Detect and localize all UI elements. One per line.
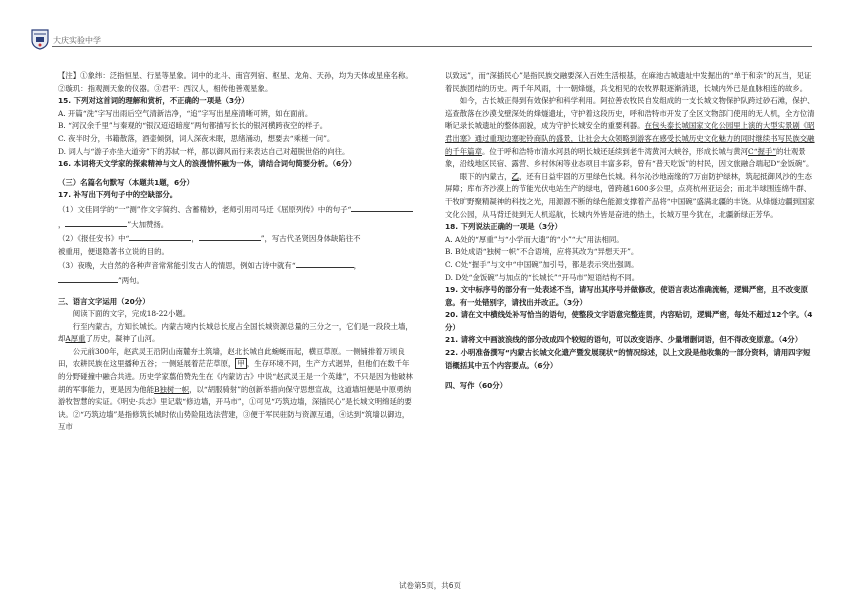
section-3-title: （三）名篇名句默写（本题共1题，6分） [58,177,194,187]
wavy-underlined-sentence: 在包头泰长城国家文化公园里上演的大型实景剧《昭君出塞》通过重现边塞驼铃商队的盛景，让社会大众领略到游客在感受长城历史文化魅力的同时继续书写民族交融的千年篇章 [445,121,815,156]
blank-jia: 甲 [237,359,245,369]
school-crest-icon [30,28,50,50]
passage-text: ，还有日益牢固的万里绿色长城。科尔沁沙地南缘的7万亩防护绿林，筑起抵御风沙的生态屏障；库布齐沙漠上的节能光伏电站生产的绿电，曾跨越1600多公里，点亮杭州亚运会；而北半球围连绵牛群、干牧旷野聚精凝神的科技之光，用源源不断的绿色能源支撑着产品将“中国碗”盛满北疆的丰饶。从烽燧边疆到国家文化公园，从马背迁徙到无人机巡航，长城内外皆是奋进的热土，长城万里今犹在，北疆新绿正芳华。 [445,171,815,219]
q17-part-1 [58,202,416,231]
marked-word-c: C“握手” [748,146,777,156]
q17-1-comma: ， [58,219,66,229]
passage-text: 行至内蒙古，方知长城长。内蒙古境内长城总长度占全国长城资源总量的三分之一，它们是一段段土墙，却 [58,321,413,344]
q17-2-comma: ， [191,234,199,244]
passage-text: 。位于呼和浩特市清水河县的明长城还延续到老牛湾黄河大峡谷，形成长城与黄河 [481,146,749,156]
question-15: 15. 下列对这首词的理解和赏析，不正确的一项是（3分） [58,96,249,106]
passage-text: 了历史，凝神了山河。 [85,334,160,344]
answer-blank[interactable] [351,202,413,212]
answer-blank[interactable] [199,231,261,241]
q18-option-d: D. D处“金饭碗”与加点的“长城长”“开马市”短语结构不同。 [445,272,640,282]
question-22: 22. 小明准备撰写“内蒙古长城文化遗产暨发展现状”的情况综述，以上文段是他收集的一部分资料，请用四字短语概括其中五个内容要点。（6分） [445,348,811,370]
poem-note: 【注】①象纬：泛指恒星、行星等星象。词中的北斗、南宫列宿、枢星、龙角、天孙，均为天体或星座名称。②璇玑：指观测天象的仪器。③君平：西汉人，相传他善观星象。 [58,71,413,93]
passage-text: 的壮观景象，沿线地区民宿、露营、乡村休闲等业态项目丰富多彩，曾有“普天吃饭”的村民，因文旅融合端起D“金饭碗”。 [445,146,814,169]
q17-part-2 [58,231,416,246]
page-header [0,0,860,62]
q15-option-c: C. 夜半时分，书籍散落，酒壶倾倒，词人深夜未眠，思绪涌动，想要去“乘槎一问”。 [58,133,335,143]
q17-3-text: （3）夜晚，大自然的各种声音常常能引发古人的情思，例如古诗中就有“ [58,261,296,271]
q17-3-tail: ”两句。 [118,275,144,285]
school-name: 大庆实验中学 [53,36,101,45]
right-column [445,70,815,393]
q17-2-tail: ”，写古代圣贤因身体缺陷往不 [260,234,361,244]
q18-option-b: B. B处成语“独树一帜”不合语境，应将其改为“异想天开”。 [445,247,639,257]
answer-blank[interactable] [58,273,118,283]
passage-text: 公元前300年，赵武灵王沿阴山南麓夯土筑墙，赵北长城自此蜿蜒而起，横亘草原。一侧铺排着万顷良田，农耕民族在这里播种五谷；一侧延展着茫茫草原， [58,346,405,369]
question-19: 19. 文中标序号的部分有一处表述不当，请写出其序号并做修改，使语言表达准确流畅，逻辑严密，且不改变原意。有一处错别字，请找出并改正。（3分） [445,285,809,307]
answer-blank[interactable] [129,231,191,241]
marked-word-a: A厚重 [65,334,86,344]
q18-option-c: C. C处“握手”与文中“中国碗”加引号，都是表示突出强调。 [445,259,639,269]
q17-3-comma: ， [353,261,361,271]
q17-1-tail: ”大加赞扬。 [127,219,169,229]
passage-paragraph-4 [445,95,815,171]
q17-part-3-cont [58,273,416,288]
answer-blank[interactable] [65,217,127,227]
question-20: 20. 请在文中横线处补写恰当的语句，使整段文字语意完整连贯，内容贴切，逻辑严密，每处不超过12个字。（4分） [445,310,813,332]
q18-option-a: A. A处的“厚重”与“小学而大遗”的“小”“大”用法相同。 [445,234,624,244]
q15-option-d: D. 词人与“游子亦坐大道旁”下的苏轼一样，都以御风而行来表达自己对超脱世俗的向往。 [58,146,350,156]
passage-paragraph-3: 以致远”，而“深插民心”是指民族交融要深入百姓生活根基，在麻池古城遗址中发掘出的“单于和亲”的瓦当，见证着民族团结的历史。两千年风雨，十一朝烽燧，兵戈相见的农牧界限逐渐消退，长城内外已是血脉相连的故乡。 [445,71,812,93]
q15-option-b: B. “河汉余千里”与秦观的“银汉迢迢暗度”两句都描写长长的银河横跨夜空的样子。 [58,121,328,131]
passage-text: 如今，古长城正得到有效保护和科学利用。阿拉善农牧民自发组成的一支长城文物保护队跨过砂石滩，保护、巡查散落在沙漠戈壁深处的烽燧遗址，守护着这段历史，呼和浩特市开发了全区文物部门使用的无人机，全方位清晰记录长城遗址的整体面貌，成为守护长城安全的重要利器。 [445,96,815,131]
q17-part-2-cont: 被重用，便退隐著书立说的目的。 [58,246,169,256]
passage-paragraph-2 [58,346,416,434]
question-21: 21. 请将文中画波浪线的部分改成四个较短的语句，可以改变语序、少量增删词语，但不得改变原意。（4分） [445,335,803,345]
q17-1-text: （1）文佳同学的“一”测”作文字简约、含蓄精妙，老师引用司马迁《屈原列传》中的句子“ [58,204,352,214]
question-16: 16. 本词将天文学家的探索精神与文人的浪漫情怀融为一体，请结合词句简要分析。（6分） [58,159,356,169]
passage-text: ，生存环境不同，生产方式迥异，但他们在数千年的分野碰撞中融合共进。历史学家翦伯赞先生在《内蒙访古》中说“赵武灵王是一个英雄”，不只是因为他破林胡的军事能力，更是因为他能 [58,359,413,394]
passage-paragraph-5 [445,171,815,221]
q15-option-a: A. 开篇“洗”字写出雨后空气清新洁净，“追”字写出星座清晰可辨，如在面前。 [58,108,313,118]
q17-part-3 [58,258,416,273]
reading-intro: 阅读下面的文字，完成18-22小题。 [72,309,191,319]
q17-2-text: （2）《报任安书》中“ [58,234,130,244]
passage-paragraph-1 [58,321,416,346]
blank-yi: 乙 [511,171,519,181]
marked-word-b: B独树一帜 [154,384,190,394]
question-18: 18. 下列说法正确的一项是（3分） [445,222,562,232]
left-column [58,70,416,434]
section-4-title: 四、写作（60分） [445,381,508,391]
section-language-title: 三、语言文字运用（20分） [58,296,150,306]
passage-text: ，以“胡服骑射”的创新举措向保守思想宣战，这道墙垣便是中原勇纳游牧智慧的实证。《明史·兵志》里记载“修边墙，开马市”，①可见“巧筑边墙，深插民心”是长城文明绵延的要诀。②“巧筑边墙”是指修筑长城时依山势险阻选法营建，③便于军民驻防与资源互通，④达到“筑墙以御边，互市 [58,384,412,432]
page-footer: 试卷第5页，共6页 [398,581,462,590]
passage-text: 眼下的内蒙古， [459,171,512,181]
answer-blank[interactable] [296,258,354,268]
question-17: 17. 补写出下列句子中的空缺部分。 [58,190,178,200]
header-rule [52,46,812,47]
